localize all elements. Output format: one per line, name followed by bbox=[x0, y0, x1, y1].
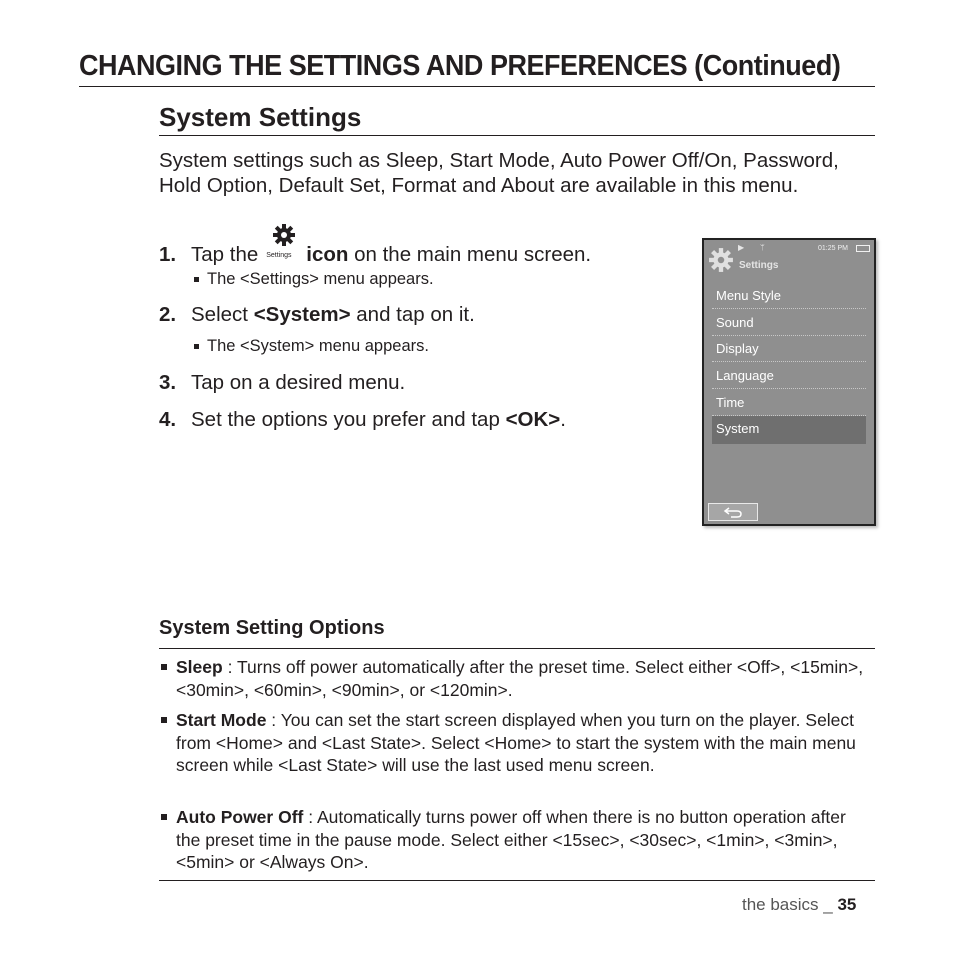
step-number: 3. bbox=[159, 371, 177, 394]
menu-item-display[interactable]: Display bbox=[712, 336, 866, 362]
play-icon: ▶ bbox=[738, 243, 755, 252]
step-text: Set the options you prefer and tap bbox=[191, 408, 500, 431]
back-arrow-icon bbox=[723, 506, 743, 518]
section-title: System Settings bbox=[159, 102, 362, 132]
settings-icon-inline bbox=[262, 235, 302, 265]
menu-item-menu-style[interactable]: Menu Style bbox=[712, 283, 866, 309]
intro-paragraph: System settings such as Sleep, Start Mode, Auto Power Off/On, Password, Hold Option, Default Set, Format and About are available in this menu. bbox=[159, 149, 839, 197]
gear-icon bbox=[708, 247, 734, 273]
step-bold: <System> bbox=[253, 303, 351, 326]
step-number: 4. bbox=[159, 408, 177, 431]
battery-icon bbox=[856, 245, 870, 252]
device-screen bbox=[702, 238, 876, 526]
title-rule bbox=[79, 86, 875, 87]
option-text: : Automatically turns power off when there is no button operation after the preset time in the pause mode. Select either <15sec>, <30sec>, <1min>, <3min>, <5min> or <Always On>. bbox=[176, 807, 846, 872]
device-title: Settings bbox=[739, 260, 779, 271]
step-text: Tap on a desired menu. bbox=[191, 371, 406, 394]
option-start-mode bbox=[176, 709, 866, 777]
option-auto-power-off bbox=[176, 806, 866, 874]
icon-caption: Settings bbox=[266, 252, 292, 259]
step-number: 2. bbox=[159, 303, 177, 326]
step-1-result: The <Settings> menu appears. bbox=[207, 270, 434, 288]
step-number: 1. bbox=[159, 243, 177, 266]
page-title: CHANGING THE SETTINGS AND PREFERENCES (Continued) bbox=[79, 50, 841, 82]
option-label: Sleep bbox=[176, 657, 223, 677]
step-bold: icon bbox=[306, 243, 349, 266]
menu-item-time[interactable]: Time bbox=[712, 390, 866, 416]
footer-section: the basics _ bbox=[742, 895, 838, 914]
step-1 bbox=[159, 235, 591, 267]
step-text: on the main menu screen. bbox=[354, 243, 592, 266]
options-title: System Setting Options bbox=[159, 617, 385, 639]
device-time: 01:25 PM bbox=[818, 245, 848, 252]
page-number: 35 bbox=[837, 895, 857, 914]
device-header bbox=[704, 240, 874, 280]
page-footer bbox=[742, 895, 856, 915]
section-rule bbox=[159, 135, 875, 136]
step-4 bbox=[159, 408, 566, 432]
option-text: : You can set the start screen displayed when you turn on the player. Select from <Home> and <Last State>. Select <Home> to start the system with the main menu screen while <Last State> will use the last used menu screen. bbox=[176, 710, 856, 775]
menu-item-language[interactable]: Language bbox=[712, 363, 866, 389]
step-bold: <OK> bbox=[505, 408, 561, 431]
options-rule bbox=[159, 648, 875, 649]
option-sleep bbox=[176, 656, 866, 701]
step-3 bbox=[159, 371, 405, 395]
step-2-result: The <System> menu appears. bbox=[207, 337, 429, 355]
gear-icon bbox=[272, 223, 296, 247]
step-text: . bbox=[560, 408, 566, 431]
option-text: : Turns off power automatically after the preset time. Select either <Off>, <15min>, <30min>, <60min>, <90min>, or <120min>. bbox=[176, 657, 864, 700]
step-text: and tap on it. bbox=[356, 303, 475, 326]
menu-item-sound[interactable]: Sound bbox=[712, 310, 866, 336]
step-2 bbox=[159, 303, 475, 327]
option-label: Start Mode bbox=[176, 710, 267, 730]
menu-item-system[interactable]: System bbox=[712, 416, 866, 444]
step-text: Tap the bbox=[191, 243, 259, 266]
back-button[interactable] bbox=[708, 503, 758, 521]
option-label: Auto Power Off bbox=[176, 807, 304, 827]
usb-icon: ᛘ bbox=[760, 243, 775, 252]
bottom-rule bbox=[159, 880, 875, 881]
step-text: Select bbox=[191, 303, 248, 326]
